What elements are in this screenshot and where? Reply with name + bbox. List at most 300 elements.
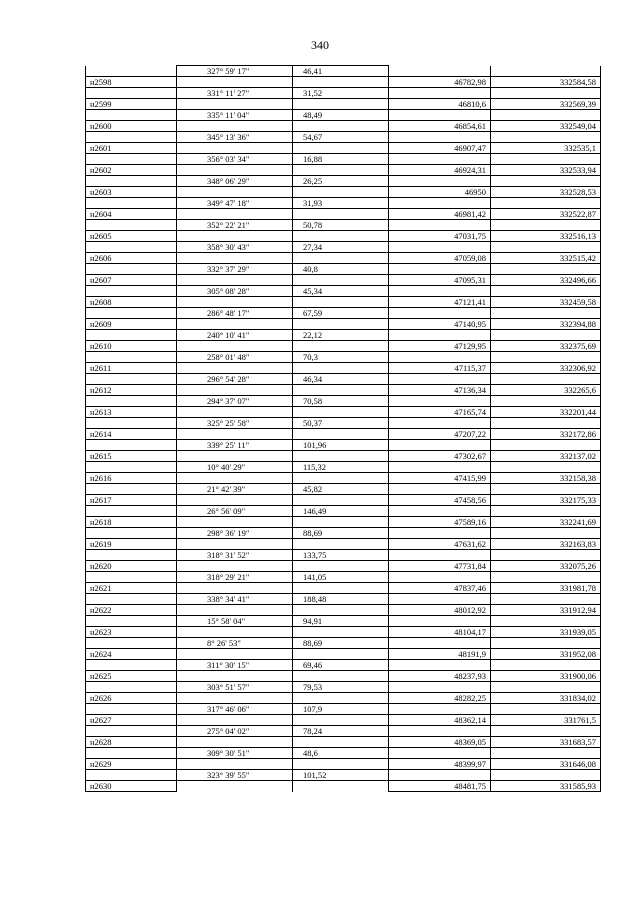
y-coordinate-cell	[491, 770, 601, 781]
direction-angle-cell	[177, 495, 293, 506]
point-name-cell: н2604	[86, 209, 177, 220]
segment-row	[86, 704, 601, 715]
y-coordinate-cell: 331683,57	[491, 737, 601, 748]
direction-angle-cell	[177, 143, 293, 154]
direction-angle-cell	[177, 407, 293, 418]
point-row	[86, 253, 601, 264]
y-coordinate-cell: 332516,13	[491, 231, 601, 242]
distance-cell	[293, 341, 389, 352]
x-coordinate-cell	[389, 132, 491, 143]
point-name-cell	[86, 154, 177, 165]
segment-row	[86, 176, 601, 187]
y-coordinate-cell	[491, 308, 601, 319]
segment-row	[86, 638, 601, 649]
y-coordinate-cell: 332394,88	[491, 319, 601, 330]
segment-row	[86, 462, 601, 473]
distance-cell	[293, 715, 389, 726]
y-coordinate-cell	[491, 220, 601, 231]
point-row	[86, 649, 601, 660]
y-coordinate-cell: 332175,33	[491, 495, 601, 506]
segment-row	[86, 770, 601, 781]
segment-row	[86, 506, 601, 517]
y-coordinate-cell	[491, 154, 601, 165]
point-name-cell	[86, 594, 177, 605]
y-coordinate-cell: 331952,08	[491, 649, 601, 660]
point-name-cell: н2608	[86, 297, 177, 308]
distance-cell	[293, 671, 389, 682]
x-coordinate-cell: 47136,34	[389, 385, 491, 396]
y-coordinate-cell: 332549,04	[491, 121, 601, 132]
direction-angle-cell	[177, 77, 293, 88]
segment-row	[86, 726, 601, 737]
point-row	[86, 231, 601, 242]
distance-cell	[293, 297, 389, 308]
distance-cell: 88,69	[293, 638, 389, 649]
distance-cell: 46,41	[293, 66, 389, 77]
point-name-cell	[86, 682, 177, 693]
y-coordinate-cell: 331900,06	[491, 671, 601, 682]
x-coordinate-cell: 46810,6	[389, 99, 491, 110]
point-name-cell	[86, 110, 177, 121]
y-coordinate-cell	[491, 374, 601, 385]
point-row	[86, 627, 601, 638]
direction-angle-cell: 26° 56' 09"	[177, 506, 293, 517]
point-name-cell	[86, 638, 177, 649]
x-coordinate-cell: 47302,67	[389, 451, 491, 462]
y-coordinate-cell	[491, 572, 601, 583]
y-coordinate-cell: 332265,6	[491, 385, 601, 396]
y-coordinate-cell	[491, 132, 601, 143]
y-coordinate-cell	[491, 748, 601, 759]
y-coordinate-cell: 332158,38	[491, 473, 601, 484]
y-coordinate-cell	[491, 110, 601, 121]
distance-cell: 133,75	[293, 550, 389, 561]
distance-cell	[293, 517, 389, 528]
segment-row	[86, 484, 601, 495]
point-row	[86, 451, 601, 462]
segment-row	[86, 242, 601, 253]
distance-cell	[293, 363, 389, 374]
y-coordinate-cell: 332201,44	[491, 407, 601, 418]
x-coordinate-cell	[389, 704, 491, 715]
direction-angle-cell	[177, 671, 293, 682]
point-name-cell	[86, 352, 177, 363]
distance-cell	[293, 429, 389, 440]
direction-angle-cell: 332° 37' 29"	[177, 264, 293, 275]
segment-row	[86, 264, 601, 275]
direction-angle-cell: 309° 30' 51"	[177, 748, 293, 759]
direction-angle-cell: 258° 01' 48"	[177, 352, 293, 363]
y-coordinate-cell: 331834,02	[491, 693, 601, 704]
segment-row	[86, 616, 601, 627]
distance-cell: 107,9	[293, 704, 389, 715]
distance-cell	[293, 781, 389, 792]
distance-cell	[293, 99, 389, 110]
y-coordinate-cell	[491, 638, 601, 649]
point-name-cell: н2612	[86, 385, 177, 396]
direction-angle-cell: 296° 54' 28"	[177, 374, 293, 385]
x-coordinate-cell: 48237,93	[389, 671, 491, 682]
point-name-cell	[86, 748, 177, 759]
y-coordinate-cell: 332569,39	[491, 99, 601, 110]
direction-angle-cell: 323° 39' 55"	[177, 770, 293, 781]
direction-angle-cell	[177, 561, 293, 572]
direction-angle-cell: 358° 30' 43"	[177, 242, 293, 253]
point-row	[86, 385, 601, 396]
direction-angle-cell	[177, 209, 293, 220]
x-coordinate-cell: 47415,99	[389, 473, 491, 484]
y-coordinate-cell: 332535,1	[491, 143, 601, 154]
x-coordinate-cell	[389, 594, 491, 605]
x-coordinate-cell: 47121,41	[389, 297, 491, 308]
direction-angle-cell	[177, 539, 293, 550]
direction-angle-cell	[177, 121, 293, 132]
segment-row	[86, 660, 601, 671]
y-coordinate-cell	[491, 330, 601, 341]
distance-cell: 46,34	[293, 374, 389, 385]
point-name-cell: н2607	[86, 275, 177, 286]
x-coordinate-cell	[389, 176, 491, 187]
y-coordinate-cell	[491, 396, 601, 407]
point-row	[86, 693, 601, 704]
y-coordinate-cell: 332459,58	[491, 297, 601, 308]
distance-cell: 50,37	[293, 418, 389, 429]
y-coordinate-cell	[491, 506, 601, 517]
direction-angle-cell: 8° 26' 53"	[177, 638, 293, 649]
x-coordinate-cell	[389, 726, 491, 737]
segment-row	[86, 88, 601, 99]
point-row	[86, 517, 601, 528]
x-coordinate-cell	[389, 660, 491, 671]
distance-cell: 48,6	[293, 748, 389, 759]
segment-row	[86, 154, 601, 165]
direction-angle-cell	[177, 253, 293, 264]
y-coordinate-cell	[491, 440, 601, 451]
point-row	[86, 319, 601, 330]
y-coordinate-cell: 332172,86	[491, 429, 601, 440]
y-coordinate-cell	[491, 484, 601, 495]
y-coordinate-cell	[491, 726, 601, 737]
distance-cell	[293, 165, 389, 176]
x-coordinate-cell: 46854,61	[389, 121, 491, 132]
x-coordinate-cell	[389, 748, 491, 759]
x-coordinate-cell	[389, 242, 491, 253]
direction-angle-cell: 356° 03' 34"	[177, 154, 293, 165]
point-name-cell: н2601	[86, 143, 177, 154]
segment-row	[86, 374, 601, 385]
point-row	[86, 407, 601, 418]
point-row	[86, 561, 601, 572]
x-coordinate-cell	[389, 308, 491, 319]
distance-cell	[293, 561, 389, 572]
x-coordinate-cell	[389, 682, 491, 693]
x-coordinate-cell	[389, 506, 491, 517]
distance-cell: 115,32	[293, 462, 389, 473]
point-name-cell	[86, 440, 177, 451]
point-row	[86, 429, 601, 440]
direction-angle-cell	[177, 693, 293, 704]
direction-angle-cell	[177, 583, 293, 594]
point-row	[86, 473, 601, 484]
distance-cell: 70,58	[293, 396, 389, 407]
segment-row	[86, 440, 601, 451]
y-coordinate-cell: 331585,93	[491, 781, 601, 792]
coordinates-table	[85, 65, 601, 792]
segment-row	[86, 572, 601, 583]
distance-cell	[293, 275, 389, 286]
point-name-cell	[86, 242, 177, 253]
point-row	[86, 781, 601, 792]
point-row	[86, 77, 601, 88]
x-coordinate-cell	[389, 396, 491, 407]
y-coordinate-cell	[491, 286, 601, 297]
point-row	[86, 297, 601, 308]
y-coordinate-cell: 332496,66	[491, 275, 601, 286]
direction-angle-cell	[177, 363, 293, 374]
point-name-cell: н2624	[86, 649, 177, 660]
x-coordinate-cell	[389, 264, 491, 275]
point-name-cell	[86, 616, 177, 627]
y-coordinate-cell: 332522,87	[491, 209, 601, 220]
direction-angle-cell	[177, 451, 293, 462]
direction-angle-cell: 15° 58' 04"	[177, 616, 293, 627]
direction-angle-cell	[177, 429, 293, 440]
point-name-cell	[86, 176, 177, 187]
page-number: 340	[311, 38, 329, 52]
point-row	[86, 275, 601, 286]
distance-cell: 79,53	[293, 682, 389, 693]
x-coordinate-cell	[389, 616, 491, 627]
point-name-cell	[86, 506, 177, 517]
point-row	[86, 165, 601, 176]
distance-cell	[293, 451, 389, 462]
x-coordinate-cell: 46981,42	[389, 209, 491, 220]
x-coordinate-cell: 46950	[389, 187, 491, 198]
point-name-cell	[86, 220, 177, 231]
y-coordinate-cell: 332137,02	[491, 451, 601, 462]
x-coordinate-cell	[389, 462, 491, 473]
point-row	[86, 99, 601, 110]
direction-angle-cell	[177, 781, 293, 792]
x-coordinate-cell	[389, 528, 491, 539]
distance-cell: 67,59	[293, 308, 389, 319]
point-row	[86, 187, 601, 198]
distance-cell: 141,05	[293, 572, 389, 583]
direction-angle-cell: 305° 08' 28"	[177, 286, 293, 297]
point-name-cell: н2619	[86, 539, 177, 550]
segment-row	[86, 132, 601, 143]
x-coordinate-cell: 48012,92	[389, 605, 491, 616]
direction-angle-cell: 331° 11' 27"	[177, 88, 293, 99]
point-name-cell: н2606	[86, 253, 177, 264]
direction-angle-cell	[177, 385, 293, 396]
direction-angle-cell	[177, 737, 293, 748]
direction-angle-cell: 348° 06' 29"	[177, 176, 293, 187]
point-row	[86, 363, 601, 374]
distance-cell: 27,34	[293, 242, 389, 253]
distance-cell: 70,3	[293, 352, 389, 363]
direction-angle-cell	[177, 297, 293, 308]
distance-cell	[293, 187, 389, 198]
y-coordinate-cell: 332241,69	[491, 517, 601, 528]
direction-angle-cell	[177, 517, 293, 528]
direction-angle-cell: 318° 29' 21"	[177, 572, 293, 583]
y-coordinate-cell: 331646,08	[491, 759, 601, 770]
distance-cell: 54,67	[293, 132, 389, 143]
point-name-cell	[86, 484, 177, 495]
direction-angle-cell	[177, 715, 293, 726]
point-name-cell: н2616	[86, 473, 177, 484]
y-coordinate-cell: 331912,94	[491, 605, 601, 616]
point-name-cell	[86, 462, 177, 473]
distance-cell	[293, 495, 389, 506]
direction-angle-cell: 294° 37' 07"	[177, 396, 293, 407]
point-name-cell: н2602	[86, 165, 177, 176]
point-row	[86, 341, 601, 352]
point-name-cell: н2603	[86, 187, 177, 198]
x-coordinate-cell: 48481,75	[389, 781, 491, 792]
point-row	[86, 143, 601, 154]
distance-cell	[293, 209, 389, 220]
direction-angle-cell	[177, 605, 293, 616]
y-coordinate-cell	[491, 462, 601, 473]
x-coordinate-cell	[389, 198, 491, 209]
distance-cell	[293, 407, 389, 418]
direction-angle-cell: 303° 51' 57"	[177, 682, 293, 693]
y-coordinate-cell	[491, 616, 601, 627]
distance-cell: 48,49	[293, 110, 389, 121]
distance-cell	[293, 77, 389, 88]
direction-angle-cell: 327° 59' 17"	[177, 66, 293, 77]
x-coordinate-cell: 47458,56	[389, 495, 491, 506]
distance-cell	[293, 693, 389, 704]
direction-angle-cell	[177, 627, 293, 638]
point-name-cell: н2598	[86, 77, 177, 88]
x-coordinate-cell	[389, 330, 491, 341]
x-coordinate-cell: 47059,08	[389, 253, 491, 264]
y-coordinate-cell	[491, 352, 601, 363]
distance-cell	[293, 121, 389, 132]
point-name-cell: н2620	[86, 561, 177, 572]
direction-angle-cell	[177, 99, 293, 110]
direction-angle-cell: 240° 10' 41"	[177, 330, 293, 341]
direction-angle-cell	[177, 275, 293, 286]
distance-cell	[293, 583, 389, 594]
distance-cell: 45,34	[293, 286, 389, 297]
x-coordinate-cell	[389, 154, 491, 165]
distance-cell: 40,8	[293, 264, 389, 275]
direction-angle-cell	[177, 649, 293, 660]
point-row	[86, 121, 601, 132]
point-name-cell	[86, 528, 177, 539]
point-name-cell	[86, 550, 177, 561]
point-name-cell: н2600	[86, 121, 177, 132]
y-coordinate-cell: 332528,53	[491, 187, 601, 198]
x-coordinate-cell: 48369,05	[389, 737, 491, 748]
x-coordinate-cell: 47129,95	[389, 341, 491, 352]
x-coordinate-cell	[389, 550, 491, 561]
x-coordinate-cell: 47165,74	[389, 407, 491, 418]
distance-cell: 146,49	[293, 506, 389, 517]
distance-cell: 69,46	[293, 660, 389, 671]
distance-cell	[293, 605, 389, 616]
point-row	[86, 737, 601, 748]
direction-angle-cell: 317° 46' 06"	[177, 704, 293, 715]
distance-cell: 188,48	[293, 594, 389, 605]
distance-cell	[293, 231, 389, 242]
x-coordinate-cell	[389, 440, 491, 451]
distance-cell: 50,78	[293, 220, 389, 231]
distance-cell: 31,52	[293, 88, 389, 99]
segment-row	[86, 286, 601, 297]
point-name-cell: н2622	[86, 605, 177, 616]
point-row	[86, 605, 601, 616]
distance-cell: 22,12	[293, 330, 389, 341]
y-coordinate-cell: 331761,5	[491, 715, 601, 726]
point-name-cell: н2630	[86, 781, 177, 792]
distance-cell: 101,52	[293, 770, 389, 781]
x-coordinate-cell	[389, 352, 491, 363]
point-row	[86, 495, 601, 506]
point-name-cell: н2611	[86, 363, 177, 374]
x-coordinate-cell: 47207,22	[389, 429, 491, 440]
point-row	[86, 209, 601, 220]
point-name-cell: н2627	[86, 715, 177, 726]
direction-angle-cell	[177, 319, 293, 330]
y-coordinate-cell	[491, 418, 601, 429]
y-coordinate-cell	[491, 242, 601, 253]
point-name-cell	[86, 308, 177, 319]
x-coordinate-cell: 48191,9	[389, 649, 491, 660]
point-name-cell: н2609	[86, 319, 177, 330]
x-coordinate-cell	[389, 66, 491, 77]
point-row	[86, 671, 601, 682]
direction-angle-cell: 21° 42' 39"	[177, 484, 293, 495]
point-name-cell	[86, 374, 177, 385]
y-coordinate-cell	[491, 198, 601, 209]
y-coordinate-cell: 332584,58	[491, 77, 601, 88]
direction-angle-cell: 339° 25' 11"	[177, 440, 293, 451]
distance-cell	[293, 649, 389, 660]
point-name-cell: н2629	[86, 759, 177, 770]
x-coordinate-cell: 46782,98	[389, 77, 491, 88]
x-coordinate-cell: 48362,14	[389, 715, 491, 726]
y-coordinate-cell	[491, 550, 601, 561]
y-coordinate-cell	[491, 682, 601, 693]
point-name-cell	[86, 704, 177, 715]
distance-cell: 78,24	[293, 726, 389, 737]
point-row	[86, 539, 601, 550]
direction-angle-cell	[177, 341, 293, 352]
point-name-cell: н2623	[86, 627, 177, 638]
x-coordinate-cell	[389, 110, 491, 121]
x-coordinate-cell	[389, 286, 491, 297]
segment-row	[86, 220, 601, 231]
direction-angle-cell: 345° 13' 36"	[177, 132, 293, 143]
y-coordinate-cell: 331939,05	[491, 627, 601, 638]
point-name-cell: н2615	[86, 451, 177, 462]
point-name-cell: н2610	[86, 341, 177, 352]
segment-row	[86, 396, 601, 407]
point-name-cell	[86, 396, 177, 407]
point-name-cell	[86, 330, 177, 341]
y-coordinate-cell: 332163,83	[491, 539, 601, 550]
y-coordinate-cell	[491, 594, 601, 605]
y-coordinate-cell: 332375,69	[491, 341, 601, 352]
direction-angle-cell	[177, 231, 293, 242]
direction-angle-cell	[177, 473, 293, 484]
x-coordinate-cell	[389, 374, 491, 385]
